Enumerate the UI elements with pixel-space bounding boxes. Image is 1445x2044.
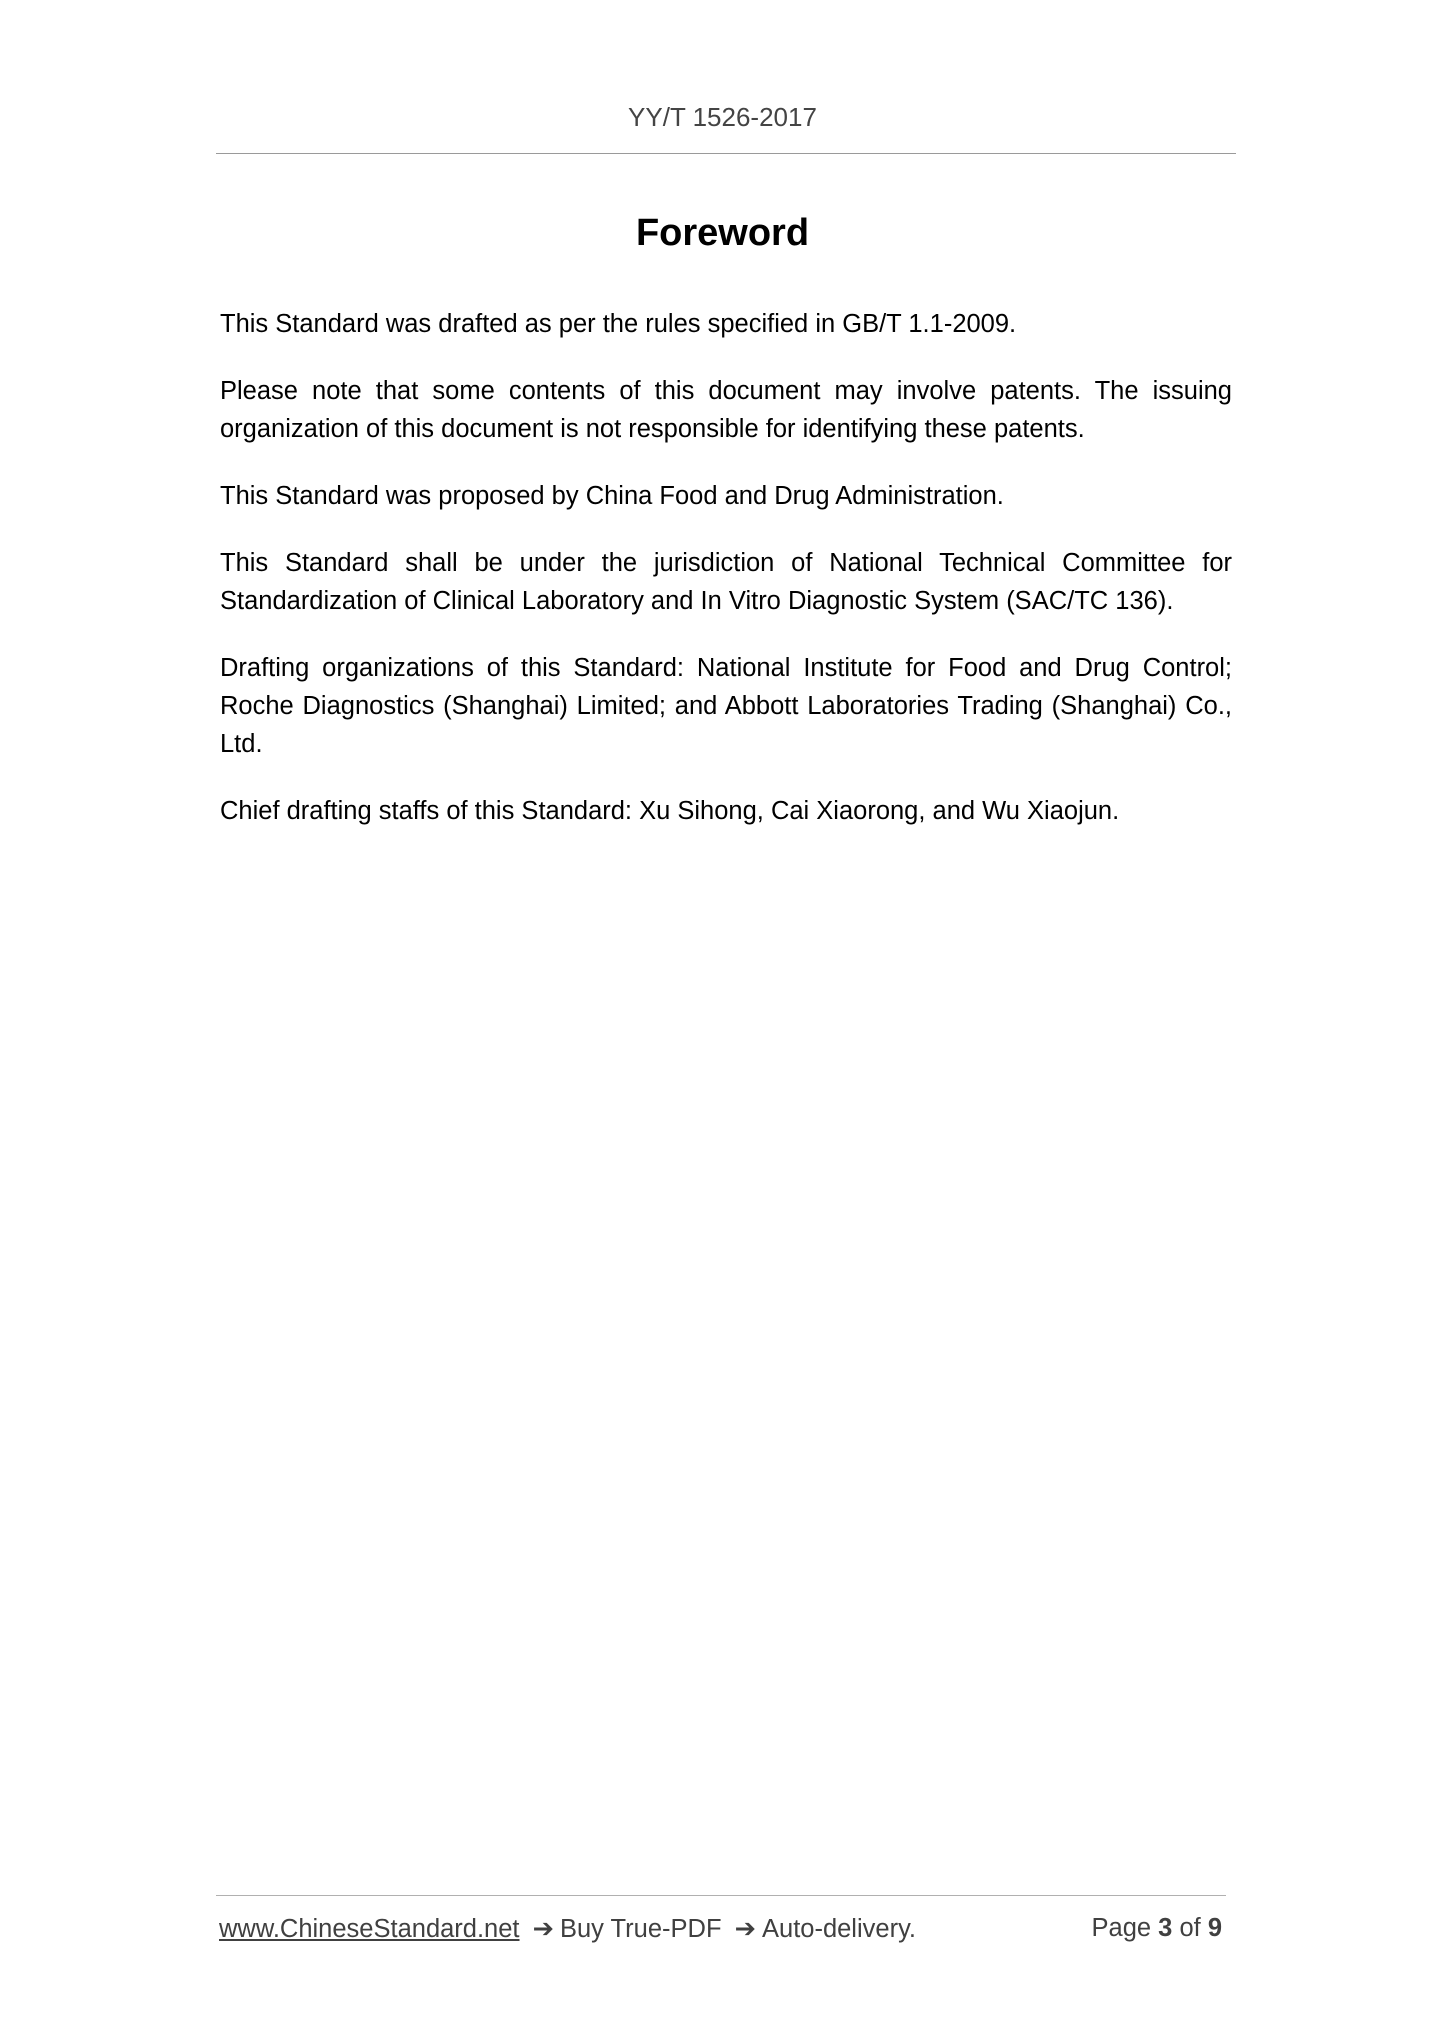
paragraph-patents-notice: Please note that some contents of this document may involve patents. The issuing organization of this document is not responsible for identifying these patents. <box>220 377 1232 443</box>
document-code-header: YY/T 1526-2017 <box>628 102 817 132</box>
page-total: 9 <box>1207 1914 1222 1942</box>
paragraph-jurisdiction: This Standard shall be under the jurisdiction of National Technical Committee for Standardization of Clinical Laboratory and In Vitro Diagnostic System (SAC/TC 136). <box>220 549 1232 615</box>
paragraph-proposed-by: This Standard was proposed by China Food and Drug Administration. <box>220 482 1004 510</box>
paragraph-drafting-staff: Chief drafting staffs of this Standard: Xu Sihong, Cai Xiaorong, and Wu Xiaojun. <box>220 797 1120 825</box>
page-number <box>1092 1914 1223 1943</box>
paragraph-drafting-rules: This Standard was drafted as per the rules specified in GB/T 1.1-2009. <box>220 310 1017 338</box>
page-current: 3 <box>1158 1914 1173 1942</box>
footer-promo <box>219 1914 916 1944</box>
buy-true-pdf-text: Buy True-PDF <box>559 1915 722 1943</box>
paragraph-drafting-organizations: Drafting organizations of this Standard: National Institute for Food and Drug Control; Roche Diagnostics (Shanghai) Limited; and Abbott Laboratories Trading (Shanghai) Co., Ltd. <box>220 654 1232 758</box>
auto-delivery-text: Auto-delivery. <box>762 1915 917 1943</box>
page-title: Foreword <box>635 212 810 254</box>
page-of-label: of <box>1179 1914 1201 1942</box>
footer-divider <box>216 1895 1226 1896</box>
arrow-right-icon: ➔ <box>734 1915 756 1943</box>
arrow-right-icon: ➔ <box>532 1915 554 1943</box>
website-link[interactable]: www.ChineseStandard.net <box>219 1915 520 1943</box>
foreword-body <box>220 305 1232 859</box>
header-divider <box>216 153 1236 154</box>
page-label: Page <box>1091 1914 1152 1942</box>
